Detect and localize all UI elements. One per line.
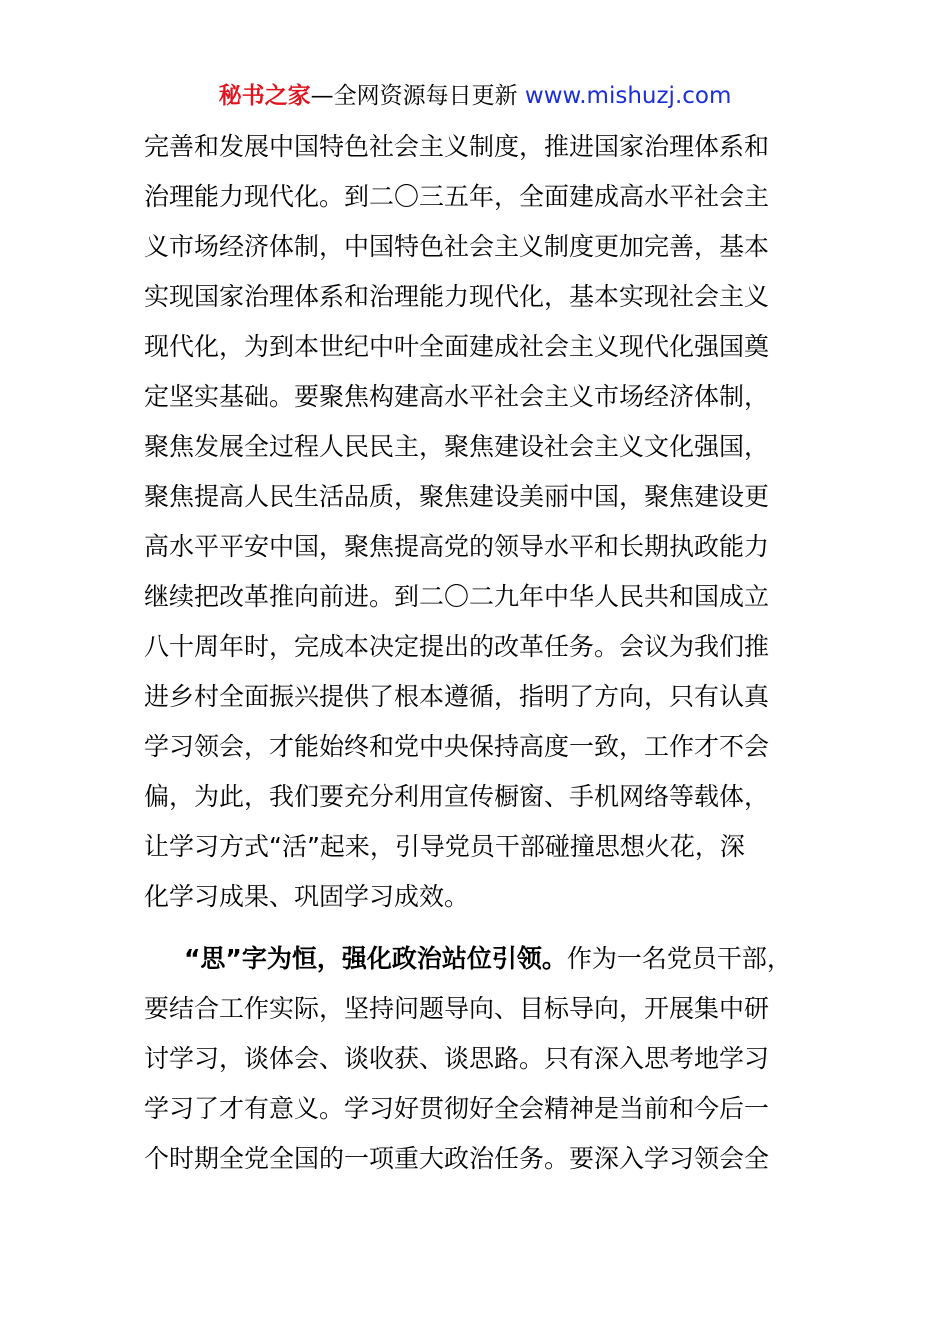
text-line: 个时期全党全国的一项重大政治任务。要深入学习领会全: [144, 1144, 770, 1173]
text-line: 聚焦提高人民生活品质，聚焦建设美丽中国，聚焦建设更: [144, 482, 770, 511]
text-line: 现代化，为到本世纪中叶全面建成社会主义现代化强国奠: [144, 332, 770, 361]
document-body: [144, 122, 834, 1184]
text-line: 继续把改革推向前进。到二〇二九年中华人民共和国成立: [144, 582, 770, 611]
text-line: 完善和发展中国特色社会主义制度，推进国家治理体系和: [144, 132, 770, 161]
text-line: 学习了才有意义。学习好贯彻好全会精神是当前和今后一: [144, 1094, 770, 1123]
text-line: 聚焦发展全过程人民民主，聚焦建设社会主义文化强国，: [144, 432, 770, 461]
text-line: 治理能力现代化。到二〇三五年，全面建成高水平社会主: [144, 182, 770, 211]
paragraph-2-first-line: [144, 934, 834, 984]
text-line: 要结合工作实际，坚持问题导向、目标导向，开展集中研: [144, 994, 770, 1023]
text-line: 进乡村全面振兴提供了根本遵循，指明了方向，只有认真: [144, 682, 770, 711]
header-tagline: —全网资源每日更新: [310, 83, 525, 109]
text-line: 八十周年时，完成本决定提出的改革任务。会议为我们推: [144, 632, 770, 661]
text-line: 讨学习，谈体会、谈收获、谈思路。只有深入思考地学习: [144, 1044, 770, 1073]
text-line: 偏，为此，我们要充分利用宣传橱窗、手机网络等载体，: [144, 782, 770, 811]
paragraph-spacer: [144, 922, 834, 934]
text-line: 化学习成果、巩固学习成效。: [144, 882, 470, 911]
brand-name: 秘书之家: [218, 83, 311, 109]
text-line: 定坚实基础。要聚焦构建高水平社会主义市场经济体制，: [144, 382, 770, 411]
text-run: 作为一名党员干部，: [566, 944, 792, 973]
paragraph-1: [144, 122, 834, 922]
site-url-link[interactable]: www.mishuzj.com: [524, 83, 732, 109]
text-line: 高水平平安中国，聚焦提高党的领导水平和长期执政能力: [144, 532, 770, 561]
text-line: 学习领会，才能始终和党中央保持高度一致，工作才不会: [144, 732, 770, 761]
page-header: [0, 80, 950, 112]
paragraph-2: [144, 934, 834, 1184]
text-line: 实现国家治理体系和治理能力现代化，基本实现社会主义: [144, 282, 770, 311]
text-line: 让学习方式“活”起来，引导党员干部碰撞思想火花，深: [144, 832, 745, 861]
text-line: 义市场经济体制，中国特色社会主义制度更加完善，基本: [144, 232, 770, 261]
section-heading: “思”字为恒，强化政治站位引领。: [184, 944, 567, 973]
